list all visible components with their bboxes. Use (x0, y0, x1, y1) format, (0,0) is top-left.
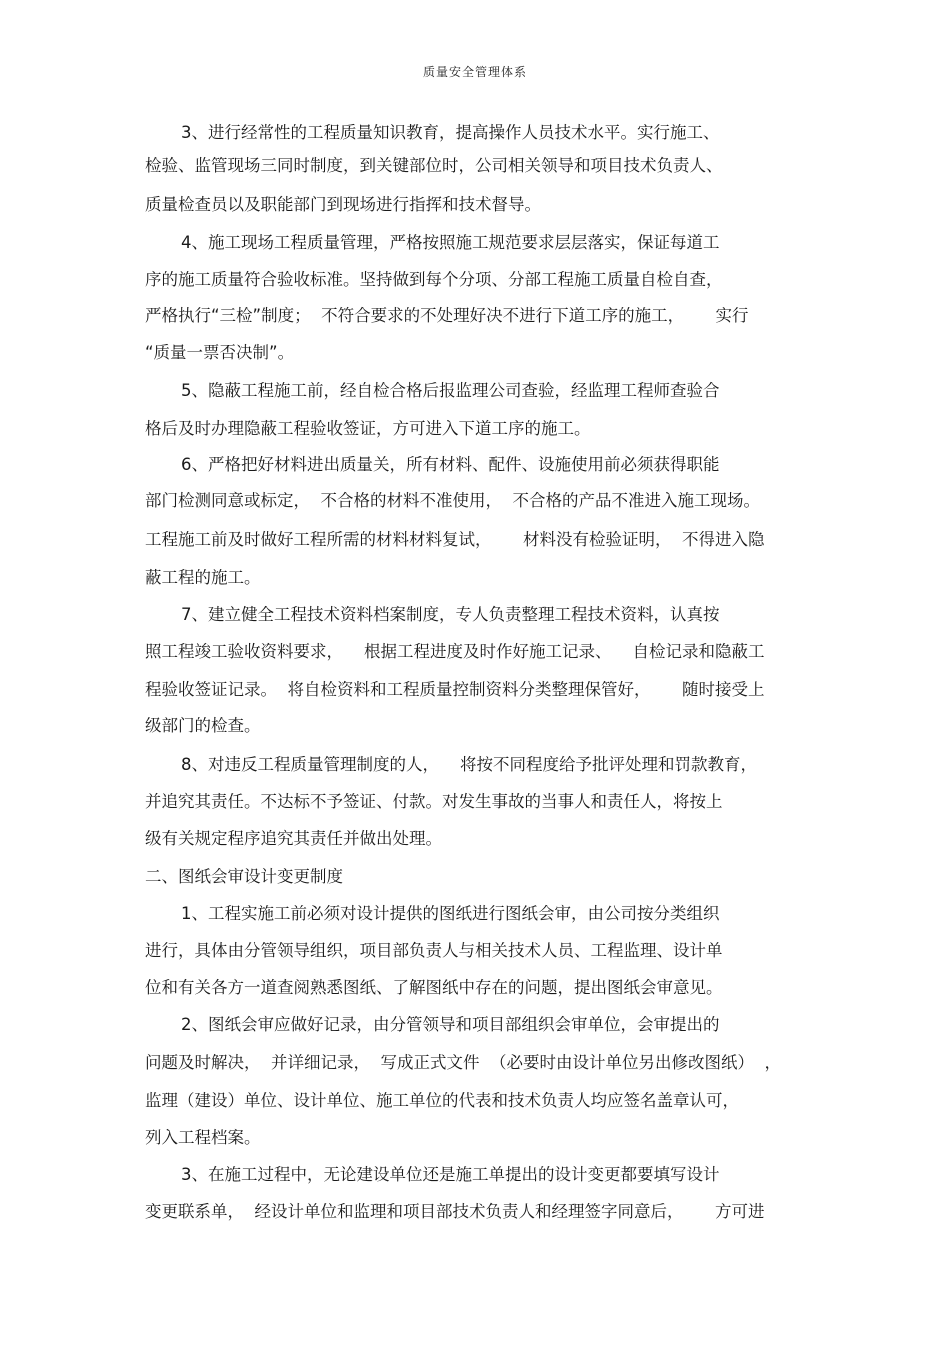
paragraph-line: 序的施工质量符合验收标准。坚持做到每个分项、分部工程施工质量自检自查， (145, 270, 723, 289)
paragraph-line: 程验收签证记录。 将自检资料和工程质量控制资料分类整理保管好， 随时接受上 (145, 680, 765, 699)
paragraph-line: 质量检查员以及职能部门到现场进行指挥和技术督导。 (145, 195, 541, 214)
paragraph-line: 列入工程档案。 (145, 1128, 261, 1147)
paragraph-line: 位和有关各方一道查阅熟悉图纸、了解图纸中存在的问题，提出图纸会审意见。 (145, 978, 723, 997)
paragraph-line: 7、建立健全工程技术资料档案制度，专人负责整理工程技术资料，认真按 (181, 605, 720, 624)
paragraph-line: 2、图纸会审应做好记录，由分管领导和项目部组织会审单位，会审提出的 (181, 1015, 720, 1034)
paragraph-line: 并追究其责任。不达标不予签证、付款。对发生事故的当事人和责任人，将按上 (145, 792, 723, 811)
paragraph-line: “质量一票否决制”。 (145, 343, 295, 362)
paragraph-line: 部门检测同意或标定， 不合格的材料不准使用， 不合格的产品不准进入施工现场。 (145, 491, 760, 510)
paragraph-line: 1、工程实施工前必须对设计提供的图纸进行图纸会审，由公司按分类组织 (181, 904, 720, 923)
paragraph-line: 进行，具体由分管领导组织，项目部负责人与相关技术人员、工程监理、设计单 (145, 941, 723, 960)
section-heading: 二、图纸会审设计变更制度 (145, 867, 343, 886)
paragraph-line: 级有关规定程序追究其责任并做出处理。 (145, 829, 442, 848)
paragraph-line: 6、严格把好材料进出质量关，所有材料、配件、设施使用前必须获得职能 (181, 455, 720, 474)
page-header-title: 质量安全管理体系 (422, 65, 527, 79)
paragraph-line: 变更联系单， 经设计单位和监理和项目部技术负责人和经理签字同意后， 方可进 (145, 1202, 765, 1221)
paragraph-line: 5、隐蔽工程施工前，经自检合格后报监理公司查验，经监理工程师查验合 (181, 381, 720, 400)
paragraph-line: 4、施工现场工程质量管理，严格按照施工规范要求层层落实，保证每道工 (181, 233, 720, 252)
paragraph-line: 级部门的检查。 (145, 716, 261, 735)
paragraph-line: 照工程竣工验收资料要求， 根据工程进度及时作好施工记录、 自检记录和隐蔽工 (145, 642, 765, 661)
paragraph-line: 蔽工程的施工。 (145, 568, 261, 587)
paragraph-line: 严格执行“三检”制度； 不符合要求的不处理好决不进行下道工序的施工， 实行 (145, 306, 749, 325)
paragraph-line: 检验、监管现场三同时制度，到关键部位时，公司相关领导和项目技术负责人、 (145, 156, 723, 175)
paragraph-line: 监理（建设）单位、设计单位、施工单位的代表和技术负责人均应签名盖章认可， (145, 1091, 739, 1110)
paragraph-line: 3、在施工过程中，无论建设单位还是施工单提出的设计变更都要填写设计 (181, 1165, 720, 1184)
paragraph-line: 格后及时办理隐蔽工程验收签证，方可进入下道工序的施工。 (145, 419, 591, 438)
paragraph-line: 问题及时解决， 并详细记录， 写成正式文件 （必要时由设计单位另出修改图纸） ， (145, 1053, 781, 1072)
paragraph-line: 8、对违反工程质量管理制度的人， 将按不同程度给予批评处理和罚款教育， (181, 755, 757, 774)
paragraph-line: 3、进行经常性的工程质量知识教育，提高操作人员技术水平。实行施工、 (181, 123, 720, 142)
paragraph-line: 工程施工前及时做好工程所需的材料材料复试， 材料没有检验证明， 不得进入隐 (145, 530, 765, 549)
